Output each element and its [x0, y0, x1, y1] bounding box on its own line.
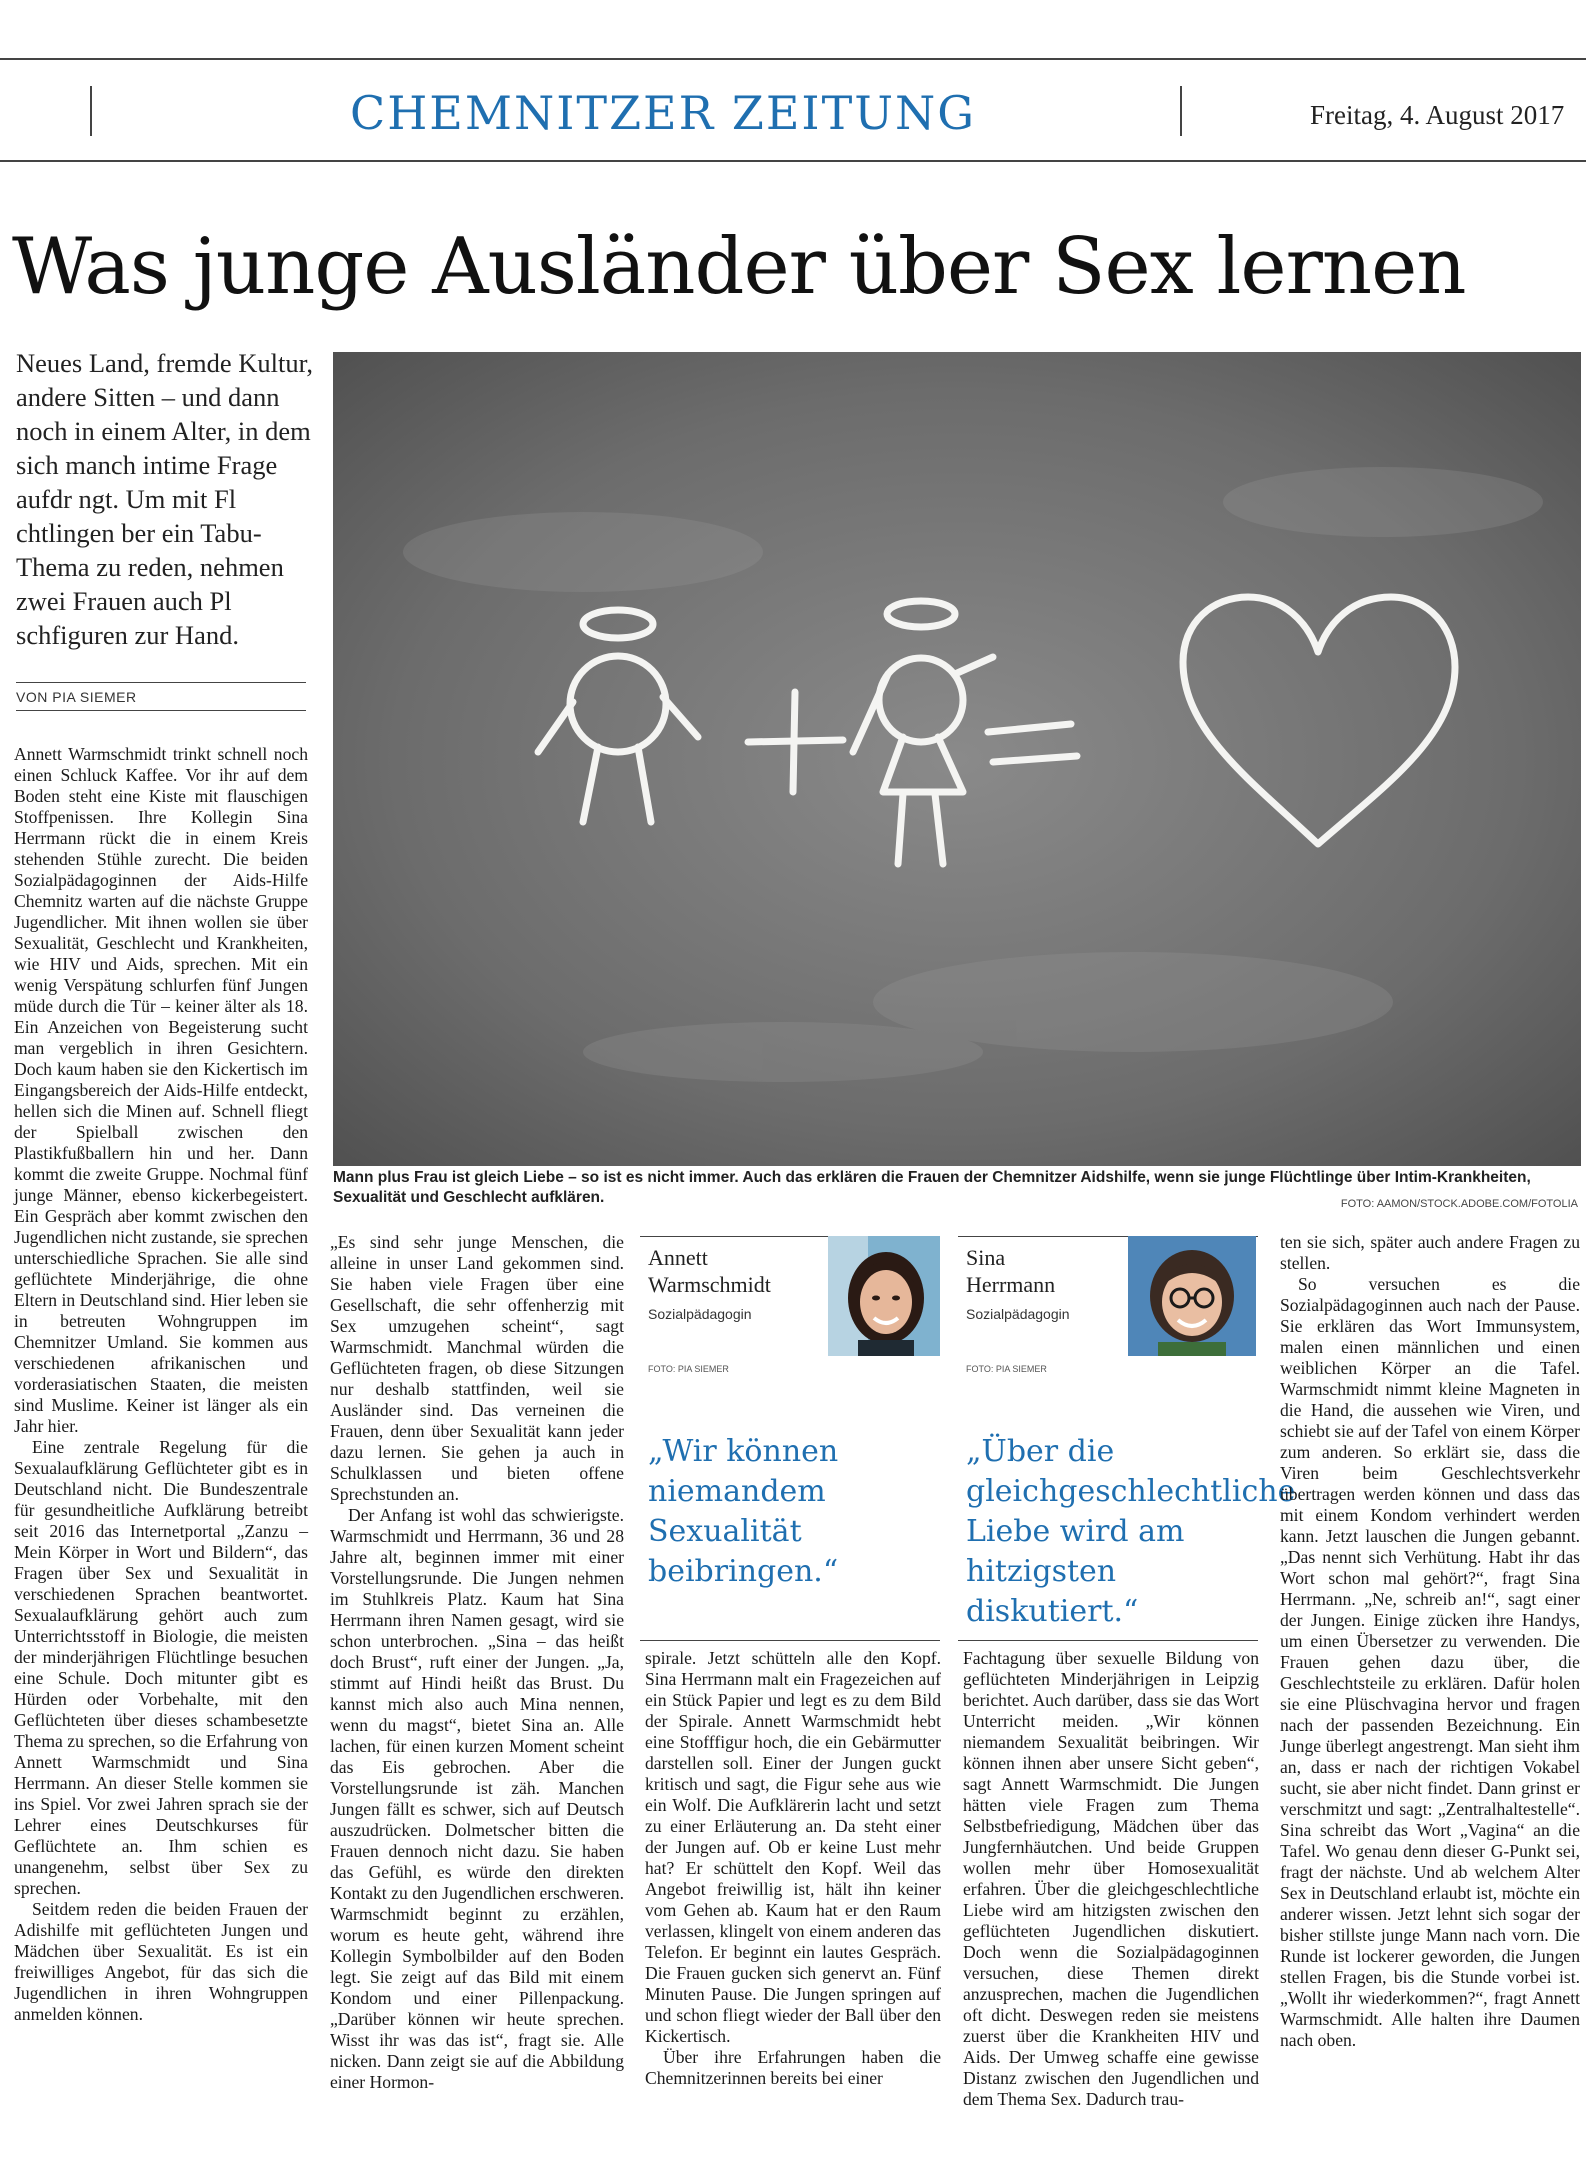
article-column-1 [14, 744, 308, 2025]
portrait-image [828, 1236, 940, 1356]
profile-2-portrait [1128, 1236, 1256, 1356]
paragraph: Fachtagung über sexuelle Bildung von geflüchteten Minderjährigen in Leipzig berichtet. Auch darüber, dass sie das Wort Unterricht meiden. „Wir können niemandem Sexualität beibringen. Wir können ihnen aber unsere Sicht geben“, sagt Annett Warmschmidt. Die Jungen hätten viele Fragen zum Thema Selbstbefriedigung, Mädchen über das Jungfernhäutchen. Und beide Gruppen wollen mehr über Homosexualität erfahren. Über die gleichgeschlechtliche Liebe wird am hitzigsten zwischen den geflüchteten Jugendlichen diskutiert. Doch wenn die Sozialpädagoginnen versuchen, diese Themen direkt anzusprechen, machen die Jugendlichen oft dicht. Deswegen reden sie meistens zuerst über die Krankheiten HIV und Aids. Der Umweg schaffe eine gewisse Distanz zwischen den Jugendlichen und dem Thema Sex. Dadurch trau- [963, 1648, 1259, 2109]
masthead-divider-right [1180, 86, 1182, 136]
article-teaser [16, 346, 316, 652]
profile-2-quote: „Über die gleichgeschlechtliche Liebe wird am hitzigsten diskutiert.“ [966, 1434, 1296, 1629]
profile-2-name [966, 1244, 1055, 1298]
profile-2-photo-credit: FOTO: PIA SIEMER [966, 1364, 1047, 1374]
article-headline: Was junge Ausländer über Sex lernen [12, 222, 1466, 312]
paragraph: Eine zentrale Regelung für die Sexualaufklärung Geflüchteter gibt es in Deutschland nicht. Die Bundeszentrale für gesundheitliche Aufklärung betreibt seit 2016 das Internetportal „Zanzu – Mein Körper in Wort und Bildern“, das Fragen über Sex und Sexualität in verschiedenen Sprachen beantwortet. Sexualaufklärung gehört auch zum Unterrichtsstoff in Biologie, die meisten der minderjährigen Flüchtlinge besuchen eine Schule. Doch mitunter gibt es Hürden oder Vorbehalte, mit den Geflüchteten über dieses schambesetzte Thema zu sprechen, so die Erfahrung von Annett Warmschmidt und Sina Herrmann. An dieser Stelle kommen sie ins Spiel. Vor zwei Jahren sprach sie der Lehrer eines Deutschkurses für Geflüchtete an. Ihm schien es unangenehm, selbst über Sex zu sprechen. [14, 1437, 308, 1898]
paragraph: spirale. Jetzt schütteln alle den Kopf. Sina Herrmann malt ein Fragezeichen auf ein Stück Papier und legt es zu dem Bild der Spirale. Annett Warmschmidt hebt eine Stofffigur hoch, die ein Gebärmutter darstellen soll. Einer der Jungen guckt kritisch und sagt, die Figur sehe aus wie ein Wolf. Die Aufklärerin lacht und setzt zu einer Erläuterung an. Da steht einer der Jungen auf. Ob er keine Lust mehr hat? Er schüttelt den Kopf. Weil das Angebot freiwillig ist, hält ihn keiner vom Gehen ab. Kaum hat er den Raum verlassen, klingelt von einem anderen das Telefon. Er beginnt ein lautes Gespräch. Die Frauen gucken sich genervt an. Fünf Minuten Pause. Die Jungen springen auf und schon fliegt wieder der Ball über den Kickertisch. [645, 1648, 941, 2046]
paragraph: „Es sind sehr junge Menschen, die alleine in unser Land gekommen sind. Sie haben viele Fragen über eine Gesellschaft, die sehr offenherzig mit Sex umzugehen scheint“, sagt Warmschmidt. Manchmal würden die Geflüchteten fragen, ob diese Sitzungen nur deshalb stattfinden, weil sie Ausländer sind. Das verneinen die Frauen, denn über Sexualität kann jeder dazu lernen. Sie gehen ja auch in Schulklassen und bieten offene Sprechstunden an. [330, 1232, 624, 1504]
chalkboard-image [333, 352, 1581, 1166]
profile-1-rule-bottom [640, 1640, 940, 1641]
paragraph: Über ihre Erfahrungen haben die Chemnitzerinnen bereits bei einer [645, 2047, 941, 2088]
top-rule [0, 58, 1586, 60]
profile-1-role: Sozialpädagogin [648, 1306, 752, 1322]
masthead-bottom-rule [0, 160, 1586, 162]
photo-caption: Mann plus Frau ist gleich Liebe – so ist es nicht immer. Auch das erklären die Frauen der Chemnitzer Aidshilfe, wenn sie junge Flüchtlinge über Intim-Krankheiten, Sexualität und Geschlecht aufklären. [333, 1169, 1531, 1206]
byline-rule-top [16, 682, 306, 683]
masthead-divider-left [90, 86, 92, 136]
profile-1-name [648, 1244, 771, 1298]
paragraph: Seitdem reden die beiden Frauen der Adishilfe mit geflüchteten Jungen und Mädchen über Sexualität. Es ist ein freiwilliges Angebot, für das sich die Jugendlichen in ihren Wohngruppen anmelden können. [14, 1899, 308, 2024]
profile-1-photo-credit: FOTO: PIA SIEMER [648, 1364, 729, 1374]
issue-date: Freitag, 4. August 2017 [1310, 100, 1565, 130]
paper-name: CHEMNITZER ZEITUNG [350, 86, 977, 140]
teaser-text: Neues Land, fremde Kultur, andere Sitten – und dann noch in einem Alter, in dem sich manch intime Frage aufdr ngt. Um mit Fl chtlingen ber ein Tabu-Thema zu reden, nehmen zwei Frauen auch Pl schfiguren zur Hand. [16, 348, 313, 650]
profile-1-last-name: Warmschmidt [648, 1272, 771, 1297]
profile-1-quote: „Wir können niemandem Sexualität beibringen.“ [648, 1434, 839, 1589]
profile-1-portrait [828, 1236, 940, 1356]
profile-2-last-name: Herrmann [966, 1272, 1056, 1297]
article-column-5 [1280, 1232, 1580, 2051]
profile-2-first-name: Sina [966, 1245, 1006, 1270]
paragraph: ten sie sich, später auch andere Fragen zu stellen. [1280, 1232, 1580, 1273]
article-column-4 [963, 1648, 1259, 2110]
paragraph: So versuchen es die Sozialpädagoginnen auch nach der Pause. Sie erklären das Wort Immunsystem, malen einen männlichen und einen weiblichen Körper an die Tafel. Warmschmidt nimmt kleine Magneten in die Hand, die aussehen wie Viren, und schiebt sie auf der Tafel von einem Körper zum anderen. So erklärt sie, dass die Viren beim Geschlechtsverkehr übertragen werden können und dass das mit einem Kondom verhindert werden kann. Jetzt lauschen die Jungen gebannt. „Das nennt sich Verhütung. Habt ihr das Wort schon mal gehört?“, fragt Sina Herrmann. „Ne, schreib an!“, sagt einer der Jungen. Einige zücken ihre Handys, um einen Übersetzer zu verwenden. Die Frauen gehen dazu über, die Geschlechtsteile zu erklären. Dafür holen sie eine Plüschvagina hervor und fragen nach der passenden Bezeichnung. Ein Junge überlegt angestrengt. Man sieht ihm an, dass er nach der richtigen Vokabel sucht, sie aber nicht findet. Dann grinst er verschmitzt und sagt: „Zentralhaltestelle“. Sina schreibt das Wort „Vagina“ an die Tafel. Wo genau denn dieser G-Punkt sei, fragt der nächste. Und ab welchem Alter Sex in Deutschland erlaubt ist, möchte ein anderer wissen. Jetzt lehnt sich sogar der bisher stillste junge Mann nach vorn. Die Runde ist lockerer geworden, die Jungen stellen Fragen, bis die Stunde vorbei ist. „Wollt ihr wiederkommen?“, fragt Annett Warmschmidt. Alle halten ihre Daumen nach oben. [1280, 1274, 1580, 2050]
paragraph: Der Anfang ist wohl das schwierigste. Warmschmidt und Herrmann, 36 und 28 Jahre alt, beginnen immer mit einer Vorstellungsrunde. Die Jungen nehmen im Stuhlkreis Platz. Kaum hat Sina Herrmann ihren Namen gesagt, wird sie schon unterbrochen. „Sina – das heißt doch Brust“, ruft einer der Jungen. „Ja, stimmt auf Hindi heißt das Brust. Du kannst mich also auch Mina nennen, wenn du magst“, bietet Sina an. Alle lachen, für einen kurzen Moment scheint das Eis gebrochen. Aber die Vorstellungsrunde ist zäh. Manchen Jungen fällt es schwer, sich auf Deutsch auszudrücken. Dolmetscher bitten die Frauen dennoch nicht dazu. Sie haben das Gefühl, es würde den direkten Kontakt zu den Jugendlichen erschweren. Warmschmidt beginnt zu erzählen, worum es heute geht, während ihre Kollegin Symbolbilder auf den Boden legt. Sie zeigt auf das Bild mit einem Kondom und einer Pillenpackung. „Darüber können wir heute sprechen. Wisst ihr was das ist“, fragt sie. Alle nicken. Dann zeigt sie auf die Abbildung einer Hormon- [330, 1505, 624, 2092]
byline: VON PIA SIEMER [16, 689, 137, 705]
photo-credit: FOTO: AAMON/STOCK.ADOBE.COM/FOTOLIA [1340, 1198, 1578, 1210]
article-column-3 [645, 1648, 941, 2089]
portrait-image [1128, 1236, 1256, 1356]
chalkboard-photo [333, 352, 1581, 1166]
profile-1-first-name: Annett [648, 1245, 708, 1270]
profile-2-role: Sozialpädagogin [966, 1306, 1070, 1322]
article-column-2 [330, 1232, 624, 2093]
paragraph: Annett Warmschmidt trinkt schnell noch einen Schluck Kaffee. Vor ihr auf dem Boden steht eine Kiste mit flauschigen Stoffpenissen. Ihre Kollegin Sina Herrmann rückt die in einem Kreis stehenden Stühle zurecht. Die beiden Sozialpädagoginnen der Aids-Hilfe Chemnitz warten auf die nächste Gruppe Jugendlicher. Mit ihnen wollen sie über Sexualität, Geschlecht und Krankheiten, wie HIV und Aids, sprechen. Mit ein wenig Verspätung schlurfen fünf Jungen müde durch die Tür – keiner älter als 18. Ein Anzeichen von Begeisterung sucht man vergeblich in ihren Gesichtern. Doch kaum haben sie den Kickertisch im Eingangsbereich der Aids-Hilfe entdeckt, hellen sich die Minen auf. Schnell fliegt der Spielball zwischen den Plastikfußballern hin und her. Dann kommt die zweite Gruppe. Nochmal fünf junge Männer, ebenso kickerbegeistert. Ein Gespräch aber kommt zwischen den Jugendlichen nicht zustande, sie sprechen unterschiedliche Sprachen. Sie alle sind geflüchtete Minderjährige, die ohne Eltern in Deutschland sind. Hier leben sie in betreuten Wohngruppen im Chemnitzer Umland. Sie kommen aus verschiedenen afrikanischen und vorderasiatischen Staaten, die meisten sind Muslime. Keiner ist länger als ein Jahr hier. [14, 744, 308, 1436]
byline-rule-bottom [16, 710, 306, 711]
profile-2-rule-bottom [958, 1640, 1258, 1641]
